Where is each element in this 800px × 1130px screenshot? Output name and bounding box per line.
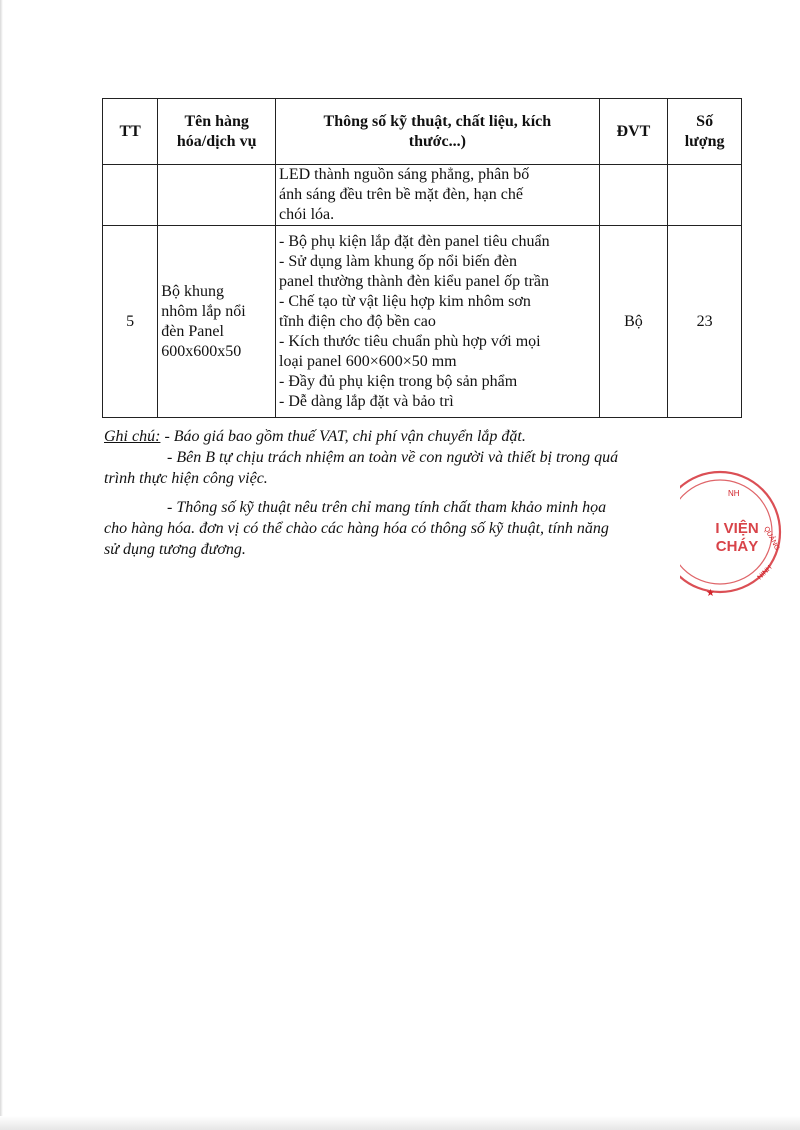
page-edge	[0, 1116, 800, 1130]
stamp-arc-text: NINH	[756, 564, 774, 582]
spec-table	[102, 98, 742, 418]
page-edge	[0, 0, 3, 1130]
note-line-2-cont: trình thực hiện công việc.	[104, 470, 268, 487]
red-seal-stamp	[680, 470, 790, 600]
cell-spec-continuation: LED thành nguồn sáng phẳng, phân bố ánh sáng đều trên bề mặt đèn, hạn chế chói lóa.	[276, 165, 600, 226]
header-tt: TT	[103, 99, 158, 165]
note-line-3-end: sử dụng tương đương.	[104, 541, 246, 558]
cell-empty	[599, 165, 668, 226]
cell-name: Bộ khung nhôm lắp nổi đèn Panel 600x600x50	[158, 226, 276, 418]
cell-qty: 23	[668, 226, 742, 418]
cell-unit: Bộ	[599, 226, 668, 418]
header-spec: Thông số kỹ thuật, chất liệu, kích thước...)	[276, 99, 600, 165]
stamp-arc-text: NH	[728, 489, 740, 498]
table-row-continuation	[103, 165, 742, 226]
stamp-center-text: I VIỆN CHÁY	[715, 520, 759, 555]
header-name: Tên hàng hóa/dịch vụ	[158, 99, 276, 165]
note-line-3: - Thông số kỹ thuật nêu trên chỉ mang tính chất tham khảo minh họa	[167, 499, 607, 516]
cell-empty	[158, 165, 276, 226]
table-row	[103, 226, 742, 418]
stamp-star-icon: ★	[706, 588, 715, 599]
note-line-2: - Bên B tự chịu trách nhiệm an toàn về con người và thiết bị trong quá	[167, 449, 619, 466]
note-line-3-cont: cho hàng hóa. đơn vị có thể chào các hàng hóa có thông số kỹ thuật, tính năng	[104, 520, 609, 537]
note-label: Ghi chú:	[104, 428, 161, 445]
note-line-1: Ghi chú: - Báo giá bao gồm thuế VAT, chi phí vận chuyển lắp đặt.	[104, 428, 526, 445]
cell-tt: 5	[103, 226, 158, 418]
table-header-row	[103, 99, 742, 165]
header-qty: Số lượng	[668, 99, 742, 165]
notes-section	[104, 426, 724, 560]
cell-empty	[103, 165, 158, 226]
header-unit: ĐVT	[599, 99, 668, 165]
cell-empty	[668, 165, 742, 226]
stamp-arc-text: QUẢNG	[762, 525, 781, 552]
cell-spec: - Bộ phụ kiện lắp đặt đèn panel tiêu chuẩn - Sử dụng làm khung ốp nổi biến đèn panel thường thành đèn kiểu panel ốp trần - Chế tạo từ vật liệu hợp kim nhôm sơn tĩnh điện cho độ bền cao - Kích thước tiêu chuẩn phù hợp với mọi loại panel 600×600×50 mm - Đầy đủ phụ kiện trong bộ sản phẩm - Dễ dàng lắp đặt và bảo trì	[276, 226, 600, 418]
